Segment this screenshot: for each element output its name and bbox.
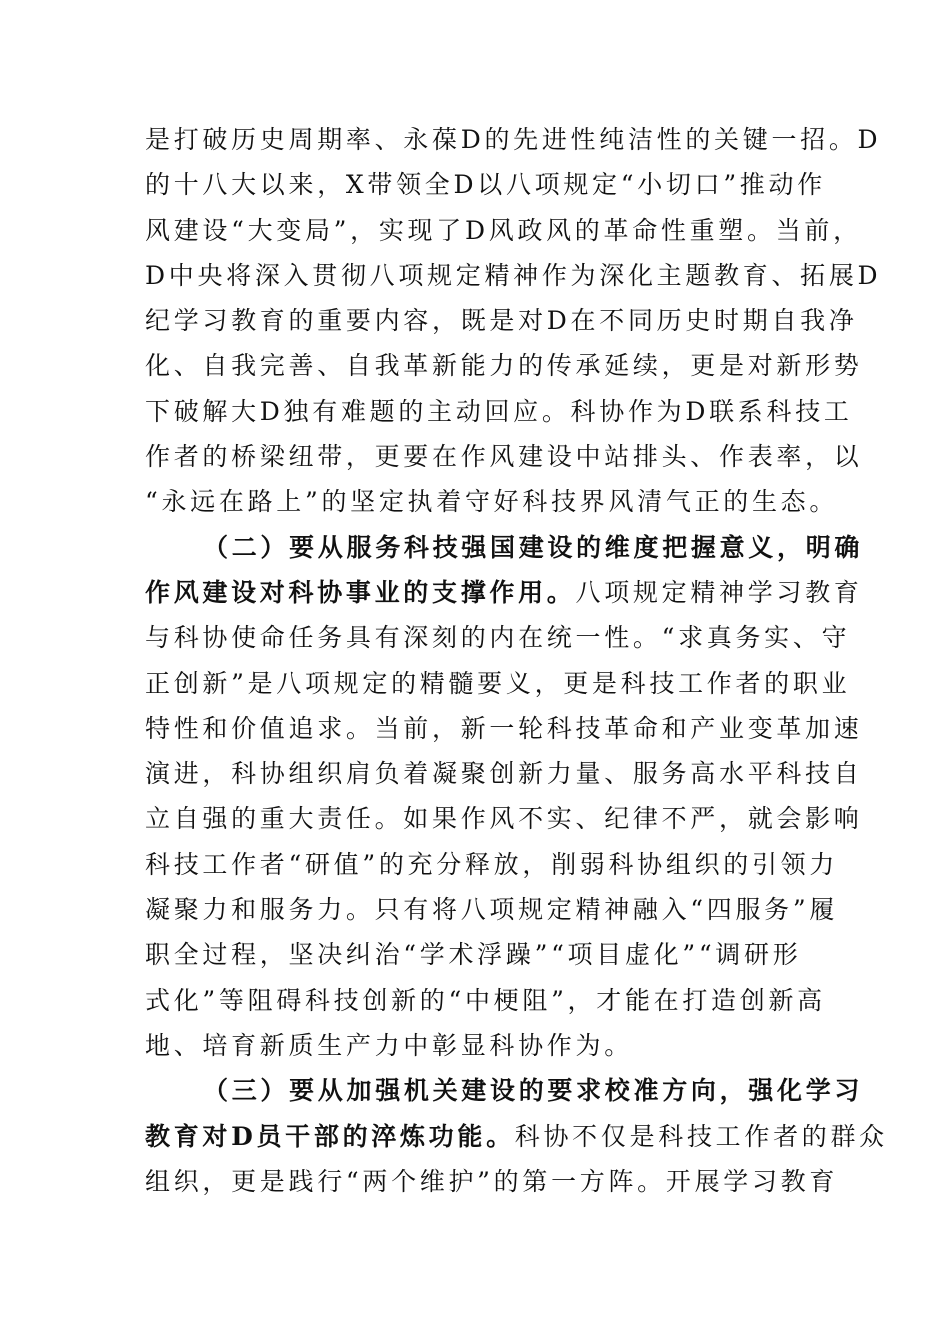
paragraph-line: 作者的桥梁纽带，更要在作风建设中站排头、作表率，以 — [145, 442, 863, 472]
paragraph-line: 组织，更是践行“两个维护”的第一方阵。开展学习教育 — [145, 1166, 839, 1196]
paragraph-2 — [145, 525, 864, 1069]
paragraph-line: 科技工作者“研值”的充分释放，削弱科协组织的引领力 — [145, 849, 839, 879]
paragraph-3 — [145, 1068, 888, 1204]
paragraph-line: 是打破历史周期率、永葆D的先进性纯洁性的关键一招。D — [145, 125, 882, 154]
paragraph-line: 式化”等阻碍科技创新的“中梗阻”，才能在打造创新高 — [145, 985, 826, 1015]
paragraph-line: 的十八大以来，X带领全D以八项规定“小切口”推动作 — [145, 170, 826, 200]
paragraph-line: 特性和价值追求。当前，新一轮科技革命和产业变革加速 — [145, 713, 863, 743]
paragraph-line — [145, 1114, 888, 1159]
paragraph-text: 八项规定精神学习教育 — [575, 577, 863, 607]
paragraph-line: 立自强的重大责任。如果作风不实、纪律不严，就会影响 — [145, 804, 863, 834]
section-heading: （二）要从服务科技强国建设的维度把握意义，明确 — [203, 532, 864, 562]
paragraph-line: 凝聚力和服务力。只有将八项规定精神融入“四服务”履 — [145, 895, 839, 925]
paragraph-line: 纪学习教育的重要内容，既是对D在不同历史时期自我净 — [145, 306, 858, 336]
section-heading-continued: 作风建设对科协事业的支撑作用。 — [145, 577, 576, 607]
paragraph-line: 风建设“大变局”，实现了D风政风的革命性重塑。当前， — [145, 215, 862, 245]
section-heading: （三）要从加强机关建设的要求校准方向，强化学习 — [203, 1076, 864, 1106]
paragraph-line: 化、自我完善、自我革新能力的传承延续，更是对新形势 — [145, 351, 863, 381]
paragraph-line: 地、培育新质生产力中彰显科协作为。 — [145, 1030, 633, 1060]
paragraph-line: 正创新”是八项规定的精髓要义，更是科技工作者的职业 — [145, 668, 851, 698]
paragraph-line: 演进，科协组织肩负着凝聚创新力量、服务高水平科技自 — [145, 759, 863, 789]
paragraph-line: 与科协使命任务具有深刻的内在统一性。“求真务实、守 — [145, 623, 851, 653]
section-heading-continued: 教育对D员干部的淬炼功能。 — [145, 1121, 515, 1151]
paragraph-line: 下破解大D独有难题的主动回应。科协作为D联系科技工 — [145, 396, 853, 426]
paragraph-text: 科协不仅是科技工作者的群众 — [514, 1121, 888, 1151]
paragraph-1 — [145, 117, 882, 525]
paragraph-line: D中央将深入贯彻八项规定精神作为深化主题教育、拓展D — [145, 260, 882, 290]
paragraph-line: 职全过程，坚决纠治“学术浮躁”“项目虚化”“调研形 — [145, 940, 802, 970]
document-page — [145, 117, 888, 1204]
paragraph-line — [145, 570, 863, 615]
paragraph-line: “永远在路上”的坚定执着守好科技界风清气正的生态。 — [145, 487, 839, 517]
